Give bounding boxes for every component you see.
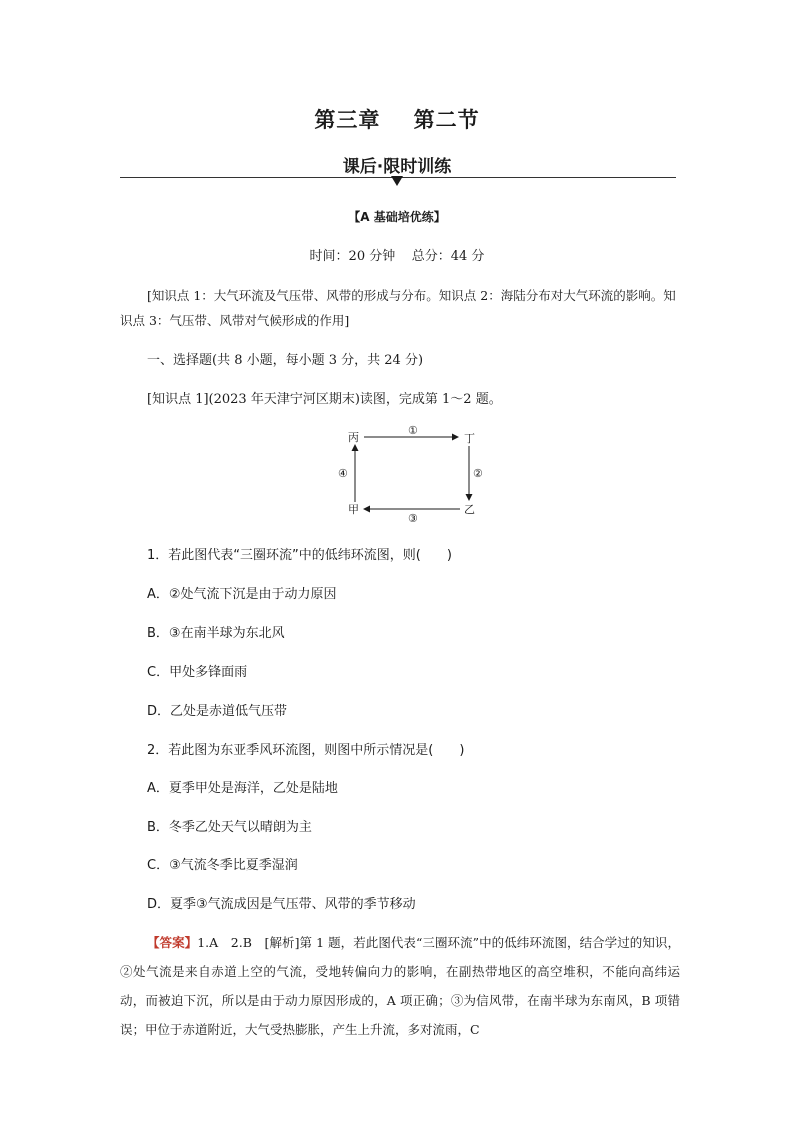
- label-arrow-left: ④: [338, 467, 348, 480]
- question-option: B．冬季乙处天气以晴朗为主: [147, 820, 312, 835]
- source-line: [知识点 1](2023 年天津宁河区期末)读图，完成第 1～2 题。: [147, 392, 502, 407]
- label-ding: 丁: [464, 432, 475, 445]
- label-bing: 丙: [348, 431, 359, 444]
- section-heading: 一、选择题(共 8 小题，每小题 3 分，共 24 分): [147, 353, 424, 368]
- page-subtitle: 课后·限时训练: [342, 157, 452, 177]
- question-option: D．夏季③气流成因是气压带、风带的季节移动: [147, 897, 416, 912]
- question-option: A．②处气流下沉是由于动力原因: [147, 587, 337, 602]
- section-label: 【A 基础培优练】: [348, 210, 446, 224]
- chapter-title: 第三章 第二节: [314, 108, 480, 132]
- question-option: D．乙处是赤道低气压带: [147, 704, 288, 719]
- label-yi: 乙: [464, 503, 475, 516]
- triangle-marker-icon: [391, 176, 403, 186]
- question-option: B．③在南半球为东北风: [147, 626, 285, 641]
- label-arrow-top: ①: [408, 424, 418, 437]
- label-jia: 甲: [348, 503, 359, 516]
- answer-tag: 【答案】: [147, 935, 198, 950]
- question-option: C．甲处多锋面雨: [147, 665, 248, 680]
- question-option: A．夏季甲处是海洋，乙处是陆地: [147, 781, 338, 796]
- label-arrow-bottom: ③: [408, 512, 418, 522]
- answer-block: [120, 928, 680, 1044]
- time-score-info: 时间：20 分钟 总分：44 分: [309, 249, 485, 264]
- answer-text: 1.A 2.B [解析]第 1 题，若此图代表“三圈环流”中的低纬环流图，结合学过的知识，②处气流是来自赤道上空的气流，受地转偏向力的影响，在副热带地区的高空堆积，不能向高纬运动，而被迫下沉，所以是由于动力原因形成的，A 项正确；③为信风带，在南半球为东南风，B 项错误；甲位于赤道附近，大气受热膨胀，产生上升流，多对流雨，C: [120, 935, 680, 1037]
- label-arrow-right: ②: [473, 467, 483, 480]
- question-stem: 2．若此图为东亚季风环流图，则图中所示情况是( ): [147, 743, 465, 758]
- knowledge-points: [知识点 1：大气环流及气压带、风带的形成与分布。知识点 2：海陆分布对大气环流的影响。知识点 3：气压带、风带对气候形成的作用]: [120, 288, 676, 328]
- circulation-diagram: [330, 420, 490, 522]
- question-option: C．③气流冬季比夏季湿润: [147, 858, 298, 873]
- question-stem: 1．若此图代表“三圈环流”中的低纬环流图，则( ): [147, 548, 452, 563]
